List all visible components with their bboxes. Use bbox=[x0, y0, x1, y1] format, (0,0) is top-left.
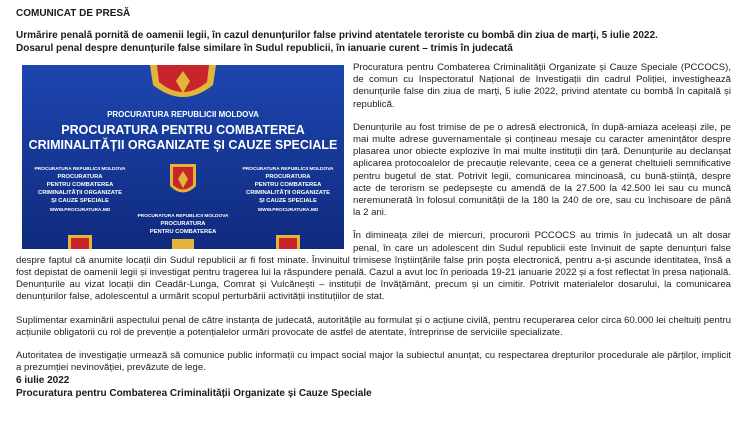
headline-line-1: Urmărire penală pornită de oamenii legii, în cazul denunțurilor false privind atentatele teroriste cu bombă din ziua de marți, 5 iulie 2022. bbox=[16, 30, 658, 41]
banner-top: PROCURATURA REPUBLICII MOLDOVA bbox=[107, 110, 259, 119]
issuer-signature: Procuratura pentru Combaterea Criminalității Organizate și Cauze Speciale bbox=[16, 388, 372, 399]
right-block-line: CRIMINALITĂȚII ORGANIZATE bbox=[246, 190, 330, 196]
left-block-line: WWW.PROCURATURA.MD bbox=[49, 208, 111, 213]
procuratura-backdrop-image bbox=[22, 65, 344, 249]
bottom-block-line: PENTRU COMBATEREA bbox=[149, 229, 217, 235]
left-block-line: PROCURATURA bbox=[57, 174, 103, 180]
signature-block bbox=[16, 374, 372, 400]
article-body bbox=[16, 62, 731, 385]
right-block-line: ȘI CAUZE SPECIALE bbox=[259, 198, 317, 204]
press-photo bbox=[22, 65, 344, 249]
bottom-block-line: PROCURATURA bbox=[160, 221, 206, 227]
banner-line-2: CRIMINALITĂȚII ORGANIZATE ȘI CAUZE SPECIALE bbox=[28, 138, 338, 152]
right-block-line: PENTRU COMBATEREA bbox=[254, 182, 322, 188]
right-block-line: PROCURATURA REPUBLICII MOLDOVA bbox=[242, 167, 334, 172]
emblem-small-right-icon bbox=[276, 235, 300, 249]
paragraph-5: Autoritatea de investigație urmează să comunice public informații cu impact social major la subiectul anunțat, cu respectarea drepturilor procedurale ale părților, implicit a prezumției nevinovăției, prevăzute de lege. bbox=[16, 350, 731, 374]
right-block-line: PROCURATURA bbox=[265, 174, 311, 180]
left-block-line: CRIMINALITĂȚII ORGANIZATE bbox=[38, 190, 122, 196]
headline-line-2: Dosarul penal despre denunțurile false similare în Sudul republicii, în ianuarie curent – trimis în judecată bbox=[16, 43, 513, 54]
banner-line-1: PROCURATURA PENTRU COMBATEREA bbox=[61, 123, 305, 137]
headline bbox=[16, 29, 728, 55]
section-label: COMUNICAT DE PRESĂ bbox=[16, 8, 131, 19]
bottom-block-line: PROCURATURA REPUBLICII MOLDOVA bbox=[137, 214, 229, 219]
release-date: 6 iulie 2022 bbox=[16, 375, 70, 386]
right-block-line: WWW.PROCURATURA.MD bbox=[257, 208, 319, 213]
left-block-line: PENTRU COMBATEREA bbox=[46, 182, 114, 188]
emblem-shield-icon bbox=[170, 164, 196, 193]
paragraph-1: Procuratura pentru Combaterea Criminalității Organizate și Cauze Speciale (PCCOCS), de comun cu Inspectoratul Național de Investigații din cadrul Poliției, investighează denunțurile false din ziua de marți, 5 iulie 2022, privind atentate cu bombă în capitală și republică. bbox=[353, 62, 731, 110]
paragraph-2: Denunțurile au fost trimise de pe o adresă electronică, în după-amiaza aceleași zile, pe mai multe adrese guvernamentale și conțineau mesaje cu caracter amenințător despre plasarea unor obiecte explozive în mai multe instituții din țară. Denunțurile au declanșat aplicarea protocoalelor de precauție relevante, ceea ce a generat cheltuieli semnificative pentru bugetul de stat. Potrivit legii, comunicarea mincinoasă, cu bună-știință, despre acte de terorism se pedepsește cu amendă de la 27.500 la 42.500 lei sau cu muncă neremunerată în folosul comunității de la 180 la 240 de ore, sau cu închisoare de până la 2 ani. bbox=[353, 121, 731, 219]
emblem-small-left-icon bbox=[68, 235, 92, 249]
left-block-line: ȘI CAUZE SPECIALE bbox=[51, 198, 109, 204]
left-block-line: PROCURATURA REPUBLICII MOLDOVA bbox=[34, 167, 126, 172]
paragraph-4: Suplimentar examinării aspectului penal de către instanța de judecată, autoritățile au formulat și o acțiune civilă, pentru recuperarea celor circa 60.000 lei cheltuiți pentru acțiunile obligatorii cu rol de prevenție a potențialelor urmări provocate de astfel de atentate, întreprinse de serviciile specializate. bbox=[16, 314, 731, 338]
paragraph-3: În dimineața zilei de miercuri, procurorii PCCOCS au trimis în judecată un alt dosar penal, în care un adolescent din Sudul republicii este învinuit de șapte denunțuri false despre faptul că anumite locații din Sudul republicii ar fi fost minate. Învinuitul trimisese înștiințările false prin poșta electronică, pentru a-și ascunde identitatea, însă a fost depistat de oamenii legii și investigat pentru tragerea lui la răspundere penală. Cazul a avut loc în perioada 19-21 ianuarie 2022 și a fost reflectat în presa națională. Denunțurile au vizat locații din Ceadâr-Lunga, Comrat și Vulcănești – instituții de învățământ, precum și un cimitir. Potrivit materialelor dosarului, la comunicarea denunțurilor false, adolescentul a urmărit scopul perturbării activității instituțiilor de stat. bbox=[16, 230, 731, 303]
emblem-small-center-icon bbox=[172, 239, 194, 249]
